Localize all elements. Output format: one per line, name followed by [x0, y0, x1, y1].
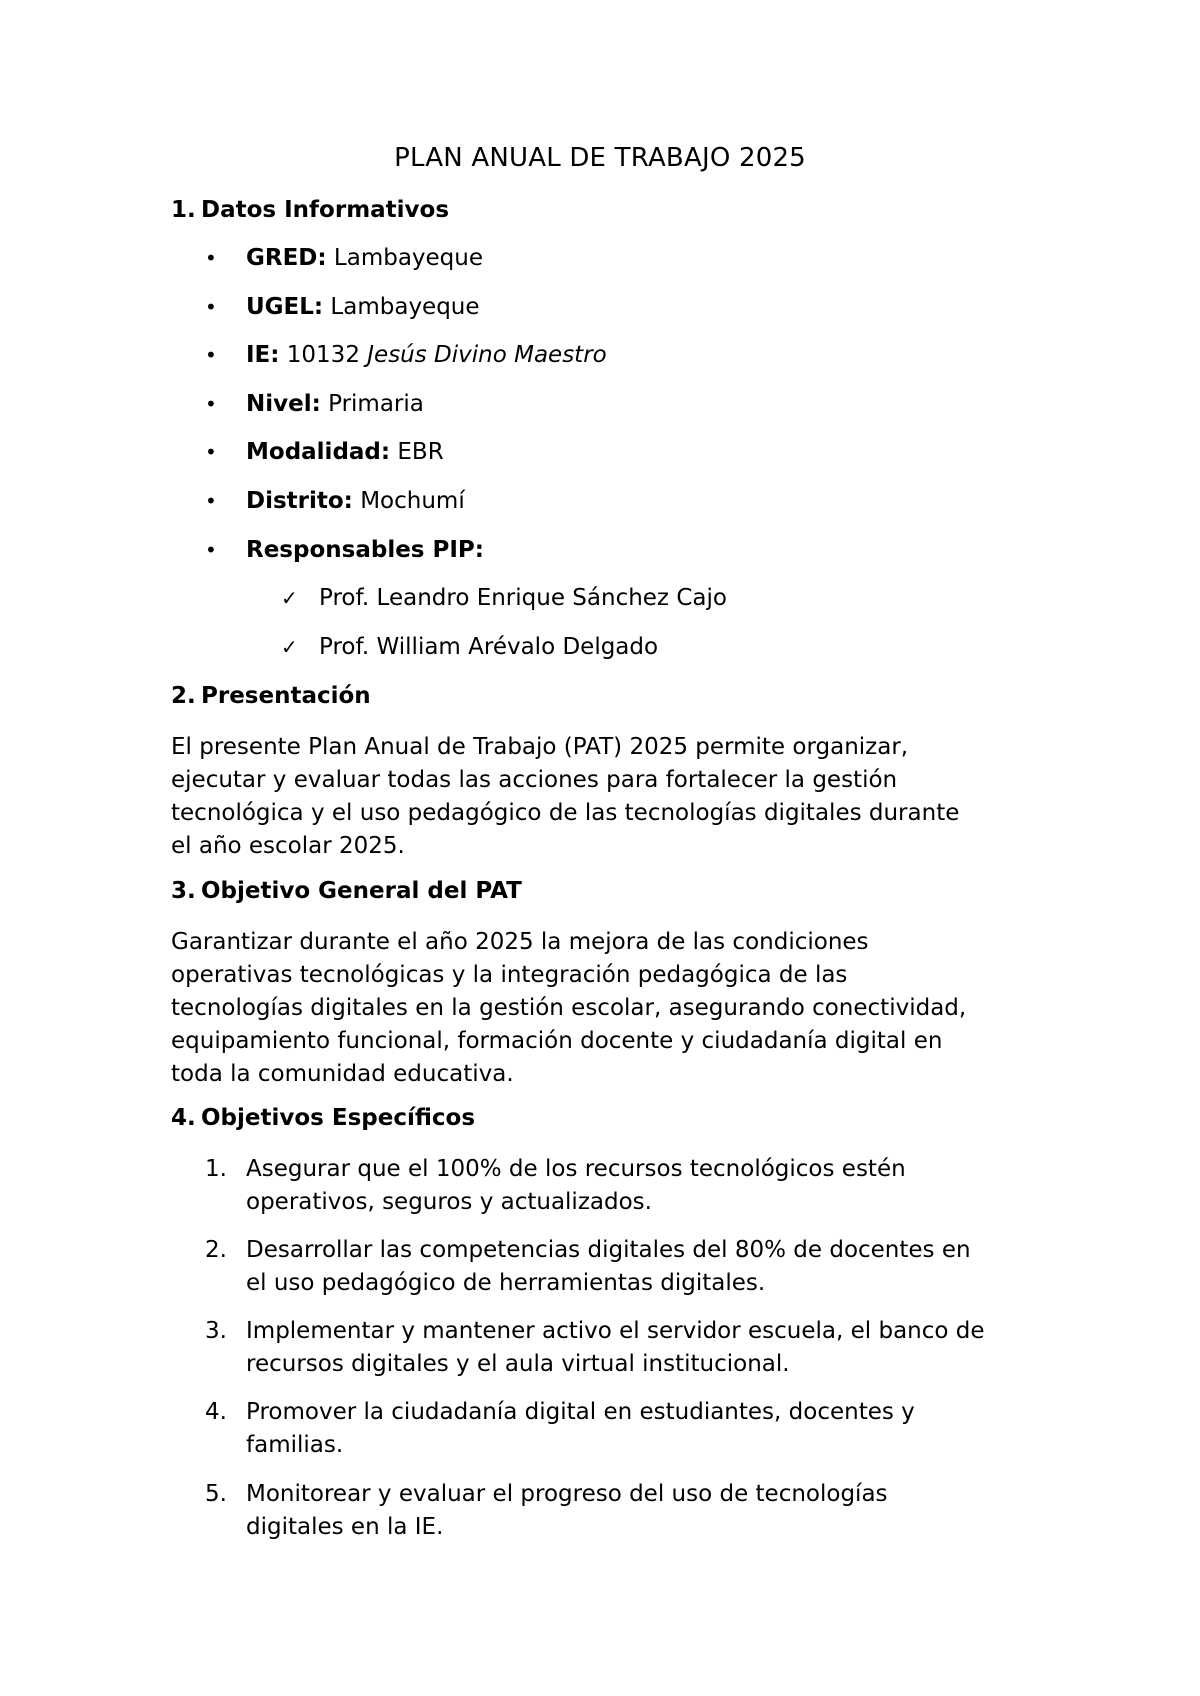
- info-key: GRED:: [246, 245, 327, 271]
- objetivo-text: [246, 1153, 1086, 1219]
- responsable-item: [281, 634, 658, 660]
- info-item-ugel: [205, 294, 480, 320]
- bullet-icon: •: [205, 538, 217, 562]
- objetivo-line: Promover la ciudadanía digital en estudiantes, docentes y: [246, 1399, 915, 1425]
- bullet-icon: •: [205, 246, 217, 270]
- section-heading-objetivo-general: [171, 878, 522, 904]
- info-value: EBR: [390, 439, 444, 465]
- document-title: PLAN ANUAL DE TRABAJO 2025: [394, 143, 806, 173]
- objetivo-text: [246, 1315, 1086, 1381]
- info-item-modalidad: [205, 439, 444, 465]
- section-number: 3.: [171, 878, 196, 904]
- info-key: Nivel:: [246, 391, 321, 417]
- objetivo-number: 1.: [205, 1156, 227, 1182]
- section-number: 1.: [171, 197, 196, 223]
- objetivo-line: operativos, seguros y actualizados.: [246, 1189, 652, 1215]
- section-title: Objetivos Específicos: [201, 1105, 476, 1131]
- responsable-name: Prof. Leandro Enrique Sánchez Cajo: [319, 585, 727, 611]
- objetivo-line: familias.: [246, 1432, 344, 1458]
- bullet-icon: •: [205, 440, 217, 464]
- info-value: Lambayeque: [323, 294, 480, 320]
- info-value: Primaria: [320, 391, 424, 417]
- bullet-icon: •: [205, 489, 217, 513]
- info-value: Mochumí: [352, 488, 465, 514]
- paragraph-line: equipamiento funcional, formación docente y ciudadanía digital en: [171, 1028, 943, 1054]
- objetivo-text: [246, 1396, 1086, 1462]
- section-number: 2.: [171, 683, 196, 709]
- check-icon: ✓: [281, 635, 298, 659]
- info-key: Distrito:: [246, 488, 353, 514]
- objetivo-text: [246, 1234, 1086, 1300]
- paragraph-line: ejecutar y evaluar todas las acciones para fortalecer la gestión: [171, 767, 898, 793]
- section-heading-datos: [171, 197, 449, 223]
- paragraph-line: toda la comunidad educativa.: [171, 1061, 514, 1087]
- paragraph-line: tecnológica y el uso pedagógico de las tecnologías digitales durante: [171, 800, 960, 826]
- info-item-ie: [205, 342, 607, 368]
- objetivo-number: 2.: [205, 1237, 227, 1263]
- info-key: IE:: [246, 342, 280, 368]
- bullet-icon: •: [205, 343, 217, 367]
- info-value-italic: Jesús Divino Maestro: [367, 342, 607, 368]
- objetivo-line: el uso pedagógico de herramientas digitales.: [246, 1270, 766, 1296]
- paragraph-line: el año escolar 2025.: [171, 833, 405, 859]
- objetivo-line: recursos digitales y el aula virtual institucional.: [246, 1351, 790, 1377]
- objetivo-line: Asegurar que el 100% de los recursos tecnológicos estén: [246, 1156, 906, 1182]
- objetivo-number: 3.: [205, 1318, 227, 1344]
- section-heading-presentacion: [171, 683, 371, 709]
- objetivo-line: Desarrollar las competencias digitales del 80% de docentes en: [246, 1237, 971, 1263]
- check-icon: ✓: [281, 586, 298, 610]
- responsable-name: Prof. William Arévalo Delgado: [319, 634, 659, 660]
- info-item-gred: [205, 245, 483, 271]
- bullet-icon: •: [205, 295, 217, 319]
- section-number: 4.: [171, 1105, 196, 1131]
- presentacion-paragraph: [171, 731, 1051, 863]
- paragraph-line: tecnologías digitales en la gestión escolar, asegurando conectividad,: [171, 995, 967, 1021]
- info-item-nivel: [205, 391, 424, 417]
- section-heading-objetivos-especificos: [171, 1105, 475, 1131]
- objetivo-number: 4.: [205, 1399, 227, 1425]
- info-key: Modalidad:: [246, 439, 391, 465]
- info-value: Lambayeque: [326, 245, 484, 271]
- section-title: Datos Informativos: [201, 197, 450, 223]
- paragraph-line: El presente Plan Anual de Trabajo (PAT) 2025 permite organizar,: [171, 734, 909, 760]
- section-title: Objetivo General del PAT: [201, 878, 522, 904]
- info-item-responsables: [205, 537, 484, 563]
- responsable-item: [281, 585, 727, 611]
- objetivo-line: Implementar y mantener activo el servidor escuela, el banco de: [246, 1318, 985, 1344]
- paragraph-line: Garantizar durante el año 2025 la mejora de las condiciones: [171, 929, 869, 955]
- info-value: 10132: [279, 342, 368, 368]
- section-title: Presentación: [201, 683, 371, 709]
- paragraph-line: operativas tecnológicas y la integración pedagógica de las: [171, 962, 848, 988]
- bullet-icon: •: [205, 392, 217, 416]
- info-item-distrito: [205, 488, 465, 514]
- objetivo-general-paragraph: [171, 926, 1051, 1091]
- objetivo-number: 5.: [205, 1481, 227, 1507]
- objetivo-line: Monitorear y evaluar el progreso del uso de tecnologías: [246, 1481, 888, 1507]
- info-key: UGEL:: [246, 294, 324, 320]
- objetivo-line: digitales en la IE.: [246, 1514, 444, 1540]
- info-key: Responsables PIP:: [246, 537, 484, 563]
- objetivo-text: [246, 1478, 1086, 1544]
